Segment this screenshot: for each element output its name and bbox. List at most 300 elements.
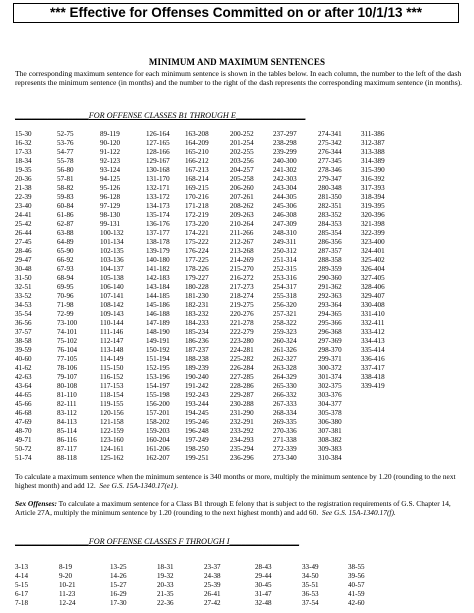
sentence-pair: 171-218 xyxy=(185,202,209,210)
table-column xyxy=(15,130,32,463)
sentence-pair: 123-160 xyxy=(100,436,124,444)
sentence-pair: 36-53 xyxy=(302,590,319,598)
sentence-pair: 280-348 xyxy=(318,184,342,192)
sentence-pair: 191-242 xyxy=(185,382,209,390)
sentence-pair: 59-83 xyxy=(57,193,74,201)
table-column xyxy=(15,563,28,608)
sentence-pair: 174-221 xyxy=(185,229,209,237)
sentence-pair: 117-153 xyxy=(100,382,124,390)
sentence-pair: 114-149 xyxy=(100,355,124,363)
sentence-pair: 263-328 xyxy=(273,364,297,372)
sentence-pair: 49-71 xyxy=(15,436,32,444)
sentence-pair: 150-192 xyxy=(146,346,170,354)
sentence-pair: 211-266 xyxy=(230,229,254,237)
sentence-pair: 296-368 xyxy=(318,328,342,336)
sentence-pair: 320-396 xyxy=(361,211,385,219)
sentence-pair: 179-227 xyxy=(185,274,209,282)
sentence-pair: 58-82 xyxy=(57,184,74,192)
sentence-pair: 262-327 xyxy=(273,355,297,363)
sentence-pair: 35-54 xyxy=(15,310,32,318)
sentence-pair: 338-418 xyxy=(361,373,385,381)
sentence-pair: 166-212 xyxy=(185,157,209,165)
sentence-pair: 282-351 xyxy=(318,202,342,210)
sentence-pair: 287-357 xyxy=(318,247,342,255)
table-column xyxy=(255,563,272,608)
sentence-pair: 152-195 xyxy=(146,364,170,372)
sex-offenses-citation: See G.S. 15A-1340.17(f). xyxy=(321,508,396,518)
sentence-pair: 151-194 xyxy=(146,355,170,363)
sentence-pair: 131-170 xyxy=(146,175,170,183)
sentence-pair: 46-68 xyxy=(15,409,32,417)
sentence-pair: 331-410 xyxy=(361,310,385,318)
sentence-pair: 335-414 xyxy=(361,346,385,354)
sentence-pair: 12-24 xyxy=(59,599,76,607)
sentence-pair: 312-387 xyxy=(361,139,385,147)
sentence-pair: 286-356 xyxy=(318,238,342,246)
sentence-pair: 31-50 xyxy=(15,274,32,282)
sentence-pair: 106-140 xyxy=(100,283,124,291)
sentence-pair: 37-54 xyxy=(302,599,319,607)
sentence-pair: 72-99 xyxy=(57,310,74,318)
sentence-pair: 291-362 xyxy=(318,283,342,291)
sentence-pair: 259-323 xyxy=(273,328,297,336)
table-column xyxy=(110,563,127,608)
sentence-pair: 90-120 xyxy=(100,139,121,147)
table-column xyxy=(57,130,77,463)
sentence-pair: 209-263 xyxy=(230,211,254,219)
sentence-pair: 77-105 xyxy=(57,355,78,363)
sentence-pair: 22-39 xyxy=(15,193,32,201)
sentence-pair: 32-51 xyxy=(15,283,32,291)
sentence-pair: 144-185 xyxy=(146,292,170,300)
sentence-pair: 216-272 xyxy=(230,274,254,282)
section-title-b1-e: FOR OFFENSE CLASSES B1 THROUGH E xyxy=(88,111,236,120)
sentence-pair: 185-234 xyxy=(185,328,209,336)
sentence-pair: 238-298 xyxy=(273,139,297,147)
sentence-pair: 133-172 xyxy=(146,193,170,201)
sentence-pair: 162-207 xyxy=(146,454,170,462)
sentence-pair: 15-27 xyxy=(110,581,127,589)
sentence-pair: 233-292 xyxy=(230,427,254,435)
sentence-pair: 27-42 xyxy=(204,599,221,607)
page-heading: MINIMUM AND MAXIMUM SENTENCES xyxy=(148,57,326,67)
sentence-pair: 159-203 xyxy=(146,427,170,435)
sentence-pair: 228-286 xyxy=(230,382,254,390)
sentence-pair: 165-210 xyxy=(185,148,209,156)
sentence-pair: 47-69 xyxy=(15,418,32,426)
sentence-pair: 140-180 xyxy=(146,256,170,264)
section-header-trailing-rule: _________________ xyxy=(235,111,306,120)
sentence-pair: 232-291 xyxy=(230,418,254,426)
sentence-pair: 38-58 xyxy=(15,337,32,345)
sentence-pair: 224-281 xyxy=(230,346,254,354)
sentence-pair: 52-75 xyxy=(57,130,74,138)
sentence-pair: 112-147 xyxy=(100,337,124,345)
sentence-pair: 82-111 xyxy=(57,400,77,408)
sentence-pair: 88-118 xyxy=(57,454,77,462)
sentence-pair: 289-359 xyxy=(318,265,342,273)
sentence-pair: 24-41 xyxy=(15,211,32,219)
section-header-f-i xyxy=(15,537,460,547)
sentence-pair: 256-320 xyxy=(273,301,297,309)
sentence-pair: 155-198 xyxy=(146,391,170,399)
sentence-pair: 157-201 xyxy=(146,409,170,417)
sentence-pair: 241-302 xyxy=(273,166,297,174)
sentence-pair: 85-114 xyxy=(57,427,77,435)
sentence-pair: 16-29 xyxy=(110,590,127,598)
sentence-pair: 222-279 xyxy=(230,328,254,336)
sentence-pair: 218-274 xyxy=(230,292,254,300)
sentence-pair: 122-159 xyxy=(100,427,124,435)
sentence-pair: 132-171 xyxy=(146,184,170,192)
sentence-pair: 50-72 xyxy=(15,445,32,453)
sentence-pair: 215-270 xyxy=(230,265,254,273)
sentence-pair: 304-377 xyxy=(318,400,342,408)
sentence-pair: 213-268 xyxy=(230,247,254,255)
sentence-pair: 41-59 xyxy=(348,590,365,598)
sentence-pair: 17-30 xyxy=(110,599,127,607)
sentence-pair: 37-57 xyxy=(15,328,32,336)
sentence-pair: 8-19 xyxy=(59,563,73,571)
sentence-pair: 169-215 xyxy=(185,184,209,192)
sentence-pair: 227-285 xyxy=(230,373,254,381)
sentence-pair: 306-380 xyxy=(318,418,342,426)
sentence-pair: 70-96 xyxy=(57,292,74,300)
sentence-pair: 66-92 xyxy=(57,256,74,264)
sentence-pair: 80-108 xyxy=(57,382,78,390)
sentence-pair: 265-330 xyxy=(273,382,297,390)
sentence-pair: 74-101 xyxy=(57,328,78,336)
section-header-trailing-rule: _________________ xyxy=(229,537,300,546)
sentence-pair: 153-196 xyxy=(146,373,170,381)
sentence-pair: 180-228 xyxy=(185,283,209,291)
sentence-pair: 120-156 xyxy=(100,409,124,417)
sentence-pair: 130-168 xyxy=(146,166,170,174)
sentence-pair: 221-278 xyxy=(230,319,254,327)
sentence-pair: 75-102 xyxy=(57,337,78,345)
sentence-pair: 294-365 xyxy=(318,310,342,318)
sentence-pair: 147-189 xyxy=(146,319,170,327)
sentence-pair: 136-176 xyxy=(146,220,170,228)
sentence-pair: 193-244 xyxy=(185,400,209,408)
sentence-pair: 235-294 xyxy=(230,445,254,453)
sentence-pair: 230-288 xyxy=(230,400,254,408)
sentence-pair: 42-63 xyxy=(15,373,32,381)
sentence-pair: 31-47 xyxy=(255,590,272,598)
sentence-pair: 199-251 xyxy=(185,454,209,462)
sentence-pair: 104-137 xyxy=(100,265,124,273)
sentence-pair: 30-48 xyxy=(15,265,32,273)
sentence-pair: 299-371 xyxy=(318,355,342,363)
sentence-pair: 97-129 xyxy=(100,202,121,210)
section-header-leading-rule: __________________ xyxy=(15,537,89,546)
sentence-pair: 137-177 xyxy=(146,229,170,237)
sentence-pair: 91-122 xyxy=(100,148,121,156)
sentence-pair: 29-44 xyxy=(255,572,272,580)
sentence-pair: 3-13 xyxy=(15,563,29,571)
sentence-pair: 245-306 xyxy=(273,202,297,210)
table-column xyxy=(100,130,124,463)
sentence-pair: 260-324 xyxy=(273,337,297,345)
sentence-pair: 39-59 xyxy=(15,346,32,354)
sentence-pair: 48-70 xyxy=(15,427,32,435)
sentence-pair: 172-219 xyxy=(185,211,209,219)
sentence-pair: 223-280 xyxy=(230,337,254,345)
sentence-pair: 309-383 xyxy=(318,445,342,453)
sentence-pair: 220-276 xyxy=(230,310,254,318)
sentence-pair: 25-42 xyxy=(15,220,32,228)
sentence-pair: 197-249 xyxy=(185,436,209,444)
sentence-pair: 100-132 xyxy=(100,229,124,237)
sentence-pair: 20-36 xyxy=(15,175,32,183)
sentence-pair: 196-248 xyxy=(185,427,209,435)
sentence-pair: 81-110 xyxy=(57,391,77,399)
sentence-pair: 60-84 xyxy=(57,202,74,210)
sentence-pair: 92-123 xyxy=(100,157,121,165)
sentence-pair: 18-31 xyxy=(157,563,174,571)
sentence-pair: 21-35 xyxy=(157,590,174,598)
sentence-pair: 270-336 xyxy=(273,427,297,435)
sentence-pair: 266-332 xyxy=(273,391,297,399)
sentence-pair: 200-252 xyxy=(230,130,254,138)
sentence-pair: 269-335 xyxy=(273,418,297,426)
sentence-pair: 184-233 xyxy=(185,319,209,327)
sentence-pair: 271-338 xyxy=(273,436,297,444)
sentence-pair: 254-317 xyxy=(273,283,297,291)
sentence-pair: 110-144 xyxy=(100,319,124,327)
sentence-pair: 26-41 xyxy=(204,590,221,598)
sentence-pair: 212-267 xyxy=(230,238,254,246)
sentence-pair: 135-174 xyxy=(146,211,170,219)
sentence-pair: 295-366 xyxy=(318,319,342,327)
sentence-pair: 178-226 xyxy=(185,265,209,273)
sentence-pair: 99-131 xyxy=(100,220,121,228)
table-column xyxy=(273,130,297,463)
sentence-pair: 275-342 xyxy=(318,139,342,147)
sentence-pair: 83-112 xyxy=(57,409,77,417)
table-column xyxy=(185,130,209,463)
sentence-pair: 204-257 xyxy=(230,166,254,174)
sentence-pair: 192-243 xyxy=(185,391,209,399)
sentence-pair: 129-167 xyxy=(146,157,170,165)
sentence-pair: 39-56 xyxy=(348,572,365,580)
sentence-pair: 7-18 xyxy=(15,599,29,607)
sentence-pair: 40-57 xyxy=(348,581,365,589)
sentence-pair: 158-202 xyxy=(146,418,170,426)
sentence-pair: 139-179 xyxy=(146,247,170,255)
section-header-leading-rule: __________________ xyxy=(15,111,89,120)
sentence-pair: 183-232 xyxy=(185,310,209,318)
sentence-pair: 11-23 xyxy=(59,590,76,598)
sentence-pair: 311-386 xyxy=(361,130,385,138)
sentence-pair: 84-113 xyxy=(57,418,77,426)
sentence-pair: 108-142 xyxy=(100,301,124,309)
sentence-pair: 94-125 xyxy=(100,175,121,183)
sentence-pair: 316-392 xyxy=(361,175,385,183)
sentence-pair: 5-15 xyxy=(15,581,29,589)
sentence-pair: 18-34 xyxy=(15,157,32,165)
sentence-pair: 143-184 xyxy=(146,283,170,291)
sentence-pair: 330-408 xyxy=(361,301,385,309)
sentence-pair: 64-89 xyxy=(57,238,74,246)
sentence-pair: 300-372 xyxy=(318,364,342,372)
sentence-pair: 261-326 xyxy=(273,346,297,354)
sentence-pair: 87-117 xyxy=(57,445,77,453)
sentence-pair: 255-318 xyxy=(273,292,297,300)
sentence-pair: 45-66 xyxy=(15,400,32,408)
sentence-pair: 205-258 xyxy=(230,175,254,183)
table-column xyxy=(230,130,254,463)
sentence-pair: 4-14 xyxy=(15,572,29,580)
sentence-pair: 61-86 xyxy=(57,211,74,219)
sentence-pair: 195-246 xyxy=(185,418,209,426)
sentence-pair: 229-287 xyxy=(230,391,254,399)
sentence-pair: 20-33 xyxy=(157,581,174,589)
sentence-pair: 293-364 xyxy=(318,301,342,309)
sentence-pair: 126-164 xyxy=(146,130,170,138)
sentence-pair: 323-400 xyxy=(361,238,385,246)
sentence-pair: 128-166 xyxy=(146,148,170,156)
sentence-pair: 194-245 xyxy=(185,409,209,417)
sentence-pair: 161-206 xyxy=(146,445,170,453)
sentence-pair: 68-94 xyxy=(57,274,74,282)
effective-date-banner: *** Effective for Offenses Committed on or after 10/1/13 *** xyxy=(13,3,459,23)
sentence-pair: 142-183 xyxy=(146,274,170,282)
section-title-f-i: FOR OFFENSE CLASSES F THROUGH I xyxy=(88,537,230,546)
sentence-pair: 214-269 xyxy=(230,256,254,264)
sentence-pair: 17-33 xyxy=(15,148,32,156)
sentence-pair: 10-21 xyxy=(59,581,76,589)
sentence-pair: 146-188 xyxy=(146,310,170,318)
sentence-pair: 279-347 xyxy=(318,175,342,183)
sentence-pair: 288-358 xyxy=(318,256,342,264)
table-column xyxy=(157,563,174,608)
sentence-pair: 26-44 xyxy=(15,229,32,237)
sentence-pair: 54-77 xyxy=(57,148,74,156)
sentence-pair: 201-254 xyxy=(230,139,254,147)
sentence-pair: 107-141 xyxy=(100,292,124,300)
sentence-pair: 308-382 xyxy=(318,436,342,444)
sentence-pair: 15-30 xyxy=(15,130,32,138)
sentence-pair: 78-106 xyxy=(57,364,78,372)
sentence-pair: 303-376 xyxy=(318,391,342,399)
sentence-pair: 175-222 xyxy=(185,238,209,246)
sentence-pair: 244-305 xyxy=(273,193,297,201)
sentence-pair: 9-20 xyxy=(59,572,73,580)
table-column xyxy=(318,130,342,463)
sentence-pair: 71-98 xyxy=(57,301,74,309)
sentence-pair: 305-378 xyxy=(318,409,342,417)
sentence-pair: 272-339 xyxy=(273,445,297,453)
sentence-pair: 333-412 xyxy=(361,328,385,336)
sentence-pair: 297-369 xyxy=(318,337,342,345)
sentence-pair: 19-32 xyxy=(157,572,174,580)
sentence-pair: 38-55 xyxy=(348,563,365,571)
sentence-pair: 34-50 xyxy=(302,572,319,580)
sentence-pair: 63-88 xyxy=(57,229,74,237)
sentence-pair: 28-46 xyxy=(15,247,32,255)
sentence-pair: 163-208 xyxy=(185,130,209,138)
sentence-pair: 276-344 xyxy=(318,148,342,156)
sentence-pair: 325-402 xyxy=(361,256,385,264)
sentence-pair: 207-261 xyxy=(230,193,254,201)
sentence-pair: 118-154 xyxy=(100,391,124,399)
sex-offenses-note xyxy=(15,499,463,518)
sentence-pair: 188-238 xyxy=(185,355,209,363)
sentence-pair: 16-32 xyxy=(15,139,32,147)
sentence-pair: 176-224 xyxy=(185,247,209,255)
sentence-pair: 34-53 xyxy=(15,301,32,309)
sentence-pair: 44-65 xyxy=(15,391,32,399)
sentence-pair: 281-350 xyxy=(318,193,342,201)
table-column xyxy=(59,563,76,608)
sentence-pair: 298-370 xyxy=(318,346,342,354)
sentence-pair: 334-413 xyxy=(361,337,385,345)
sentence-pair: 242-303 xyxy=(273,175,297,183)
sentence-pair: 264-329 xyxy=(273,373,297,381)
table-column xyxy=(204,563,221,608)
sentence-pair: 115-150 xyxy=(100,364,124,372)
max-sentence-note-citation: See G.S. 15A-1340.17(e1). xyxy=(99,481,179,491)
sentence-pair: 226-284 xyxy=(230,364,254,372)
sentence-pair: 33-49 xyxy=(302,563,319,571)
sentence-pair: 121-158 xyxy=(100,418,124,426)
sentence-pair: 29-47 xyxy=(15,256,32,264)
sentence-pair: 116-152 xyxy=(100,373,124,381)
sentence-pair: 231-290 xyxy=(230,409,254,417)
sentence-pair: 189-239 xyxy=(185,364,209,372)
section-header-b1-e xyxy=(15,111,460,121)
sentence-pair: 25-39 xyxy=(204,581,221,589)
table-column xyxy=(302,563,319,608)
sentence-pair: 95-126 xyxy=(100,184,121,192)
sentence-pair: 258-322 xyxy=(273,319,297,327)
sentence-pair: 317-393 xyxy=(361,184,385,192)
sentence-pair: 57-81 xyxy=(57,175,74,183)
sentence-pair: 65-90 xyxy=(57,247,74,255)
sentence-pair: 324-401 xyxy=(361,247,385,255)
sentence-pair: 156-200 xyxy=(146,400,170,408)
sentence-pair: 167-213 xyxy=(185,166,209,174)
sentence-pair: 250-312 xyxy=(273,247,297,255)
sentence-pair: 154-197 xyxy=(146,382,170,390)
sentence-pair: 217-273 xyxy=(230,283,254,291)
sentence-pair: 208-262 xyxy=(230,202,254,210)
sentence-pair: 274-341 xyxy=(318,130,342,138)
sentence-pair: 336-416 xyxy=(361,355,385,363)
sentence-pair: 24-38 xyxy=(204,572,221,580)
sentence-pair: 125-162 xyxy=(100,454,124,462)
sentence-pair: 283-352 xyxy=(318,211,342,219)
sentence-pair: 170-216 xyxy=(185,193,209,201)
sentence-pair: 33-52 xyxy=(15,292,32,300)
sentence-pair: 181-230 xyxy=(185,292,209,300)
table-column xyxy=(146,130,170,463)
sentence-pair: 248-310 xyxy=(273,229,297,237)
sentence-pair: 103-136 xyxy=(100,256,124,264)
sentence-pair: 28-43 xyxy=(255,563,272,571)
sentence-pair: 249-311 xyxy=(273,238,297,246)
sentence-pair: 101-134 xyxy=(100,238,124,246)
sentence-pair: 267-333 xyxy=(273,400,297,408)
sentence-pair: 337-417 xyxy=(361,364,385,372)
sentence-pair: 111-146 xyxy=(100,328,124,336)
sentence-pair: 268-334 xyxy=(273,409,297,417)
sentence-pair: 168-214 xyxy=(185,175,209,183)
sentence-pair: 252-315 xyxy=(273,265,297,273)
sentence-pair: 210-264 xyxy=(230,220,254,228)
sentence-pair: 315-390 xyxy=(361,166,385,174)
